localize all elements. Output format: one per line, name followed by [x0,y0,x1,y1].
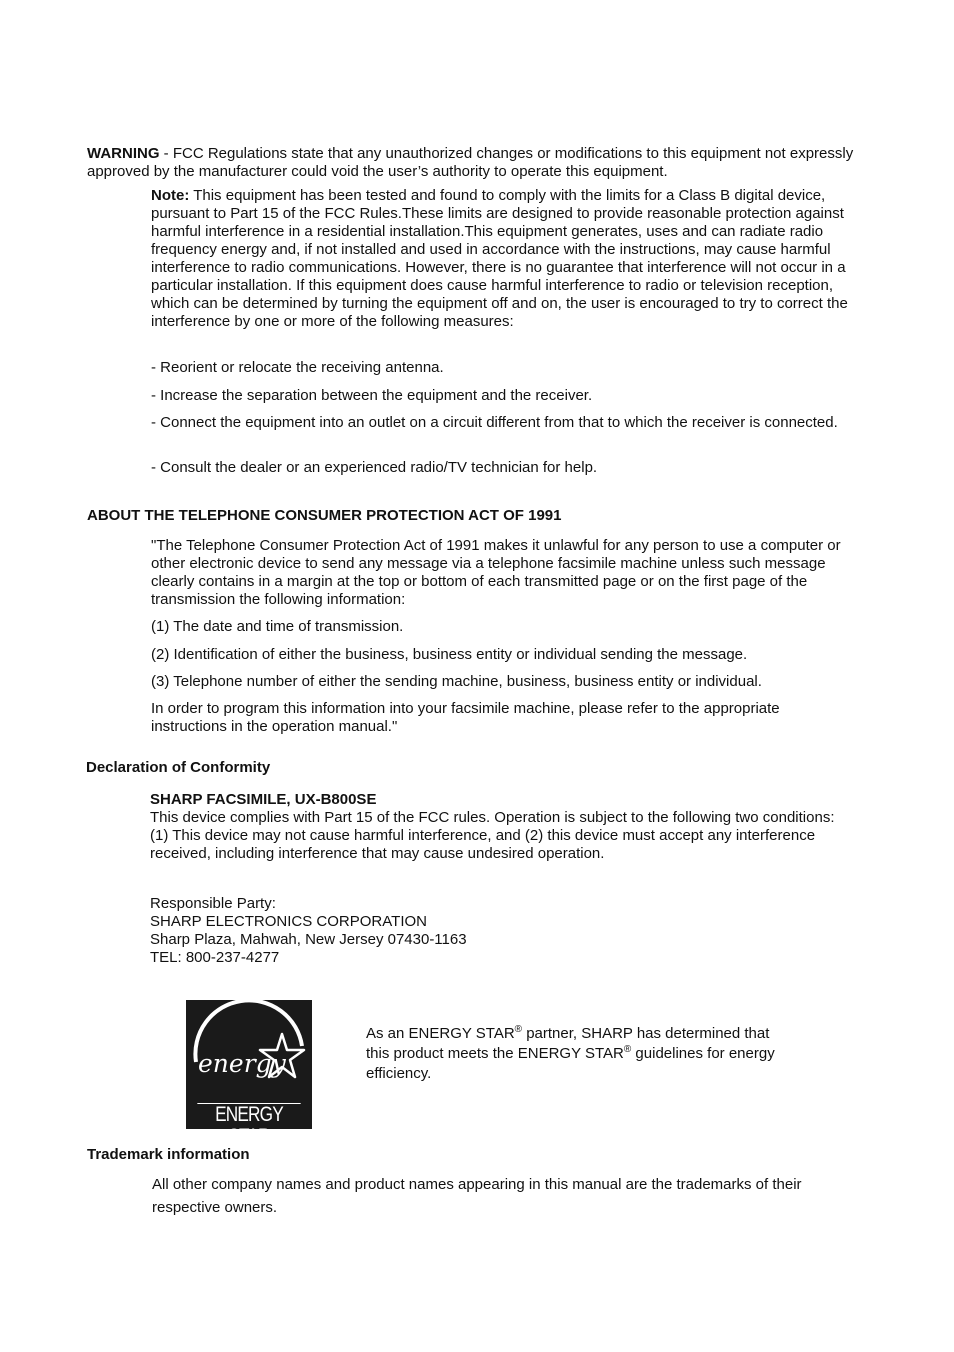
responsible-party [150,895,650,967]
measure-item: - Reorient or relocate the receiving antenna. [151,359,444,376]
note-paragraph [151,187,851,331]
product-name: SHARP FACSIMILE, UX-B800SE [150,791,377,808]
registered-mark: ® [514,1024,523,1035]
responsible-address: Sharp Plaza, Mahwah, New Jersey 07430-1163 [150,931,467,948]
energy-text-part: As an ENERGY STAR [366,1025,515,1042]
conformity-line-1: This device complies with Part 15 of the FCC rules. Operation is subject to the following two conditions: [150,809,835,826]
responsible-phone: TEL: 800-237-4277 [150,949,280,966]
measure-item: - Consult the dealer or an experienced radio/TV technician for help. [151,459,598,476]
warning-text: - FCC Regulations state that any unauthorized changes or modifications to this equipment not expressly approved by the manufacturer could void the user’s authority to operate this equipment. [87,145,854,180]
energy-text-part: partner, SHARP has determined that this product meets the ENERGY STAR [366,1025,770,1062]
registered-mark: ® [623,1044,632,1055]
energy-star-logo [186,1000,312,1148]
conformity-body [150,791,850,863]
conformity-heading: Declaration of Conformity [86,759,271,776]
energy-logo-script: energy [198,1049,286,1078]
energy-star-text [366,1024,786,1084]
trademark-heading: Trademark information [87,1146,250,1163]
warning-label: WARNING [87,145,160,162]
measure-item: - Increase the separation between the equipment and the receiver. [151,387,593,404]
measure-item: - Connect the equipment into an outlet on a circuit different from that to which the receiver is connected. [151,414,838,431]
tcpa-closing: In order to program this information into your facsimile machine, please refer to the appropriate instructions in the operation manual." [151,700,780,735]
tcpa-item: (3) Telephone number of either the sending machine, business, business entity or individual. [151,673,762,690]
responsible-label: Responsible Party: [150,895,276,912]
energy-text-part: guidelines for energy efficiency. [366,1045,775,1082]
tcpa-item: (1) The date and time of transmission. [151,618,404,635]
note-text: This equipment has been tested and found to comply with the limits for a Class B digital device, pursuant to Part 15 of the FCC Rules.These limits are designed to provide reasonable protection against harmful interference in a residential installation.This equipment generates, uses and can radiate radio frequency energy and, if not installed and used in accordance with the instructions, may cause harmful interference to radio communications. However, there is no guarantee that interference will not occur in a particular installation. If this equipment does cause harmful interference to radio or television reception, which can be determined by turning the equipment off and on, the user is encouraged to try to correct the interference by one or more of the following measures: [151,187,848,330]
tcpa-heading: ABOUT THE TELEPHONE CONSUMER PROTECTION ACT OF 1991 [87,507,562,524]
trademark-text: All other company names and product names appearing in this manual are the trademarks of their respective owners. [152,1176,802,1216]
energy-star-arc-icon [186,1000,312,1100]
conformity-line-2: (1) This device may not cause harmful interference, and (2) this device must accept any interference received, including interference that may cause undesired operation. [150,827,816,862]
warning-paragraph [87,145,877,181]
responsible-company: SHARP ELECTRONICS CORPORATION [150,913,427,930]
energy-star-logo-label: ENERGY STAR [197,1103,300,1126]
note-label: Note: [151,187,190,204]
tcpa-intro: "The Telephone Consumer Protection Act of 1991 makes it unlawful for any person to use a computer or other electronic device to send any message via a telephone facsimile machine unless such message clearly contains in a margin at the top or bottom of each transmitted page or on the first page of the transmission the following information: [151,537,841,608]
tcpa-item: (2) Identification of either the business, business entity or individual sending the message. [151,646,748,663]
